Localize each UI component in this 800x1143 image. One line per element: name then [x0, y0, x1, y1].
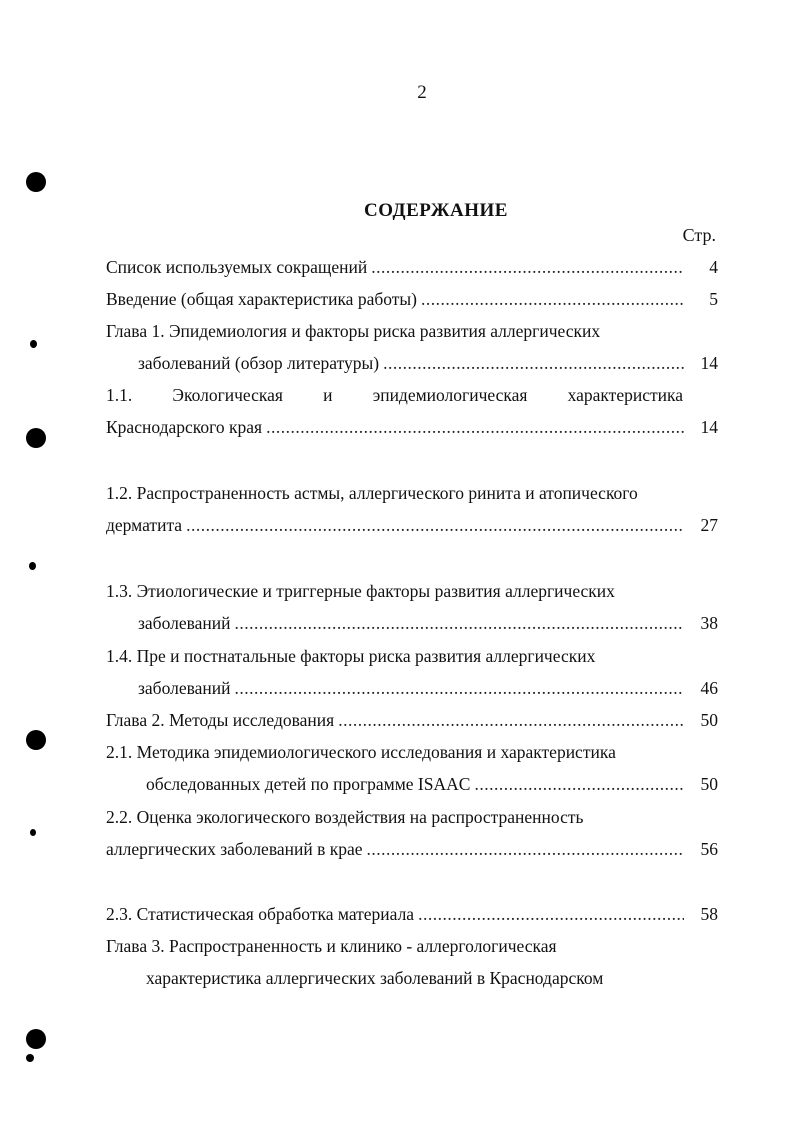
- word: эпидемиологическая: [372, 385, 528, 405]
- toc-page-number: 58: [700, 904, 718, 924]
- toc-page-number: 38: [700, 613, 718, 633]
- punch-hole: [26, 428, 46, 448]
- toc-page-number: 50: [700, 774, 718, 794]
- punch-hole: [26, 172, 46, 192]
- toc-entry-section-2-3[interactable]: [106, 903, 718, 925]
- toc-entry-section-1-4-line1[interactable]: 1.4. Пре и постнатальные факторы риска развития аллергических: [106, 646, 596, 666]
- leader-dots: [367, 838, 684, 860]
- leader-dots: [186, 514, 684, 536]
- leader-dots: [421, 288, 684, 310]
- toc-entry-text: дерматита: [106, 515, 183, 535]
- leader-dots: [338, 709, 684, 731]
- word: и: [323, 385, 333, 405]
- punch-hole: [26, 730, 46, 750]
- toc-entry-section-2-2-line1[interactable]: 2.2. Оценка экологического воздействия на распространенность: [106, 807, 584, 827]
- toc-entry-chapter-1[interactable]: [138, 352, 718, 374]
- word: 1.1.: [106, 385, 133, 405]
- leader-dots: [235, 612, 685, 634]
- toc-entry-text: обследованных детей по программе ISAAC: [146, 774, 471, 794]
- toc-entry-section-1-2[interactable]: [106, 514, 718, 536]
- toc-entry-section-2-2[interactable]: [106, 838, 718, 860]
- toc-entry-section-1-1[interactable]: [106, 416, 718, 438]
- word: характеристика: [567, 385, 683, 405]
- toc-page-number: 46: [700, 678, 718, 698]
- toc-page-number: 56: [700, 839, 718, 859]
- toc-entry-text: Введение (общая характеристика работы): [106, 289, 418, 309]
- toc-page-number: 50: [700, 710, 718, 730]
- toc-page-number: 27: [700, 515, 718, 535]
- toc-entry-chapter-3-line2[interactable]: характеристика аллергических заболеваний в Краснодарском: [146, 968, 604, 988]
- toc-page-number: 14: [700, 417, 718, 437]
- toc-entry-chapter-1-line1[interactable]: Глава 1. Эпидемиология и факторы риска развития аллергических: [106, 321, 601, 341]
- scan-speck: [30, 340, 37, 348]
- toc-entry-text: Список используемых сокращений: [106, 257, 368, 277]
- toc-entry-introduction[interactable]: [106, 288, 718, 310]
- toc-entry-text: заболеваний: [138, 678, 231, 698]
- toc-entry-chapter-2[interactable]: [106, 709, 718, 731]
- leader-dots: [371, 256, 684, 278]
- toc-entry-abbreviations[interactable]: [106, 256, 718, 278]
- toc-entry-section-2-1[interactable]: [146, 773, 718, 795]
- toc-entry-section-2-1-line1[interactable]: 2.1. Методика эпидемиологического исследования и характеристика: [106, 742, 616, 762]
- leader-dots: [383, 352, 684, 374]
- toc-entry-text: заболеваний: [138, 613, 231, 633]
- toc-entry-section-1-4[interactable]: [138, 677, 718, 699]
- toc-entry-text: аллергических заболеваний в крае: [106, 839, 363, 859]
- toc-entry-section-1-2-line1[interactable]: 1.2. Распространенность астмы, аллергического ринита и атопического: [106, 483, 638, 503]
- toc-entry-text: заболеваний (обзор литературы): [138, 353, 380, 373]
- toc-page-number: 5: [709, 289, 718, 309]
- toc-entry-text: 2.3. Статистическая обработка материала: [106, 904, 415, 924]
- toc-entry-text: Глава 2. Методы исследования: [106, 710, 335, 730]
- page-number: 2: [417, 82, 427, 103]
- scan-speck: [29, 562, 36, 570]
- page-column-label: Стр.: [682, 225, 716, 245]
- leader-dots: [418, 903, 684, 925]
- scan-speck: [26, 1054, 34, 1062]
- word: Экологическая: [172, 385, 283, 405]
- toc-entry-section-1-3-line1[interactable]: 1.3. Этиологические и триггерные факторы развития аллергических: [106, 581, 615, 601]
- toc-title: СОДЕРЖАНИЕ: [364, 200, 508, 221]
- leader-dots: [266, 416, 684, 438]
- toc-page-number: 14: [700, 353, 718, 373]
- toc-entry-chapter-3-line1[interactable]: Глава 3. Распространенность и клинико - аллергологическая: [106, 936, 557, 956]
- toc-page-number: 4: [709, 257, 718, 277]
- toc-entry-section-1-3[interactable]: [138, 612, 718, 634]
- scan-speck: [30, 829, 36, 836]
- leader-dots: [235, 677, 685, 699]
- leader-dots: [474, 773, 684, 795]
- punch-hole: [26, 1029, 46, 1049]
- toc-entry-section-1-1-line1[interactable]: [106, 384, 683, 406]
- toc-entry-text: Краснодарского края: [106, 417, 263, 437]
